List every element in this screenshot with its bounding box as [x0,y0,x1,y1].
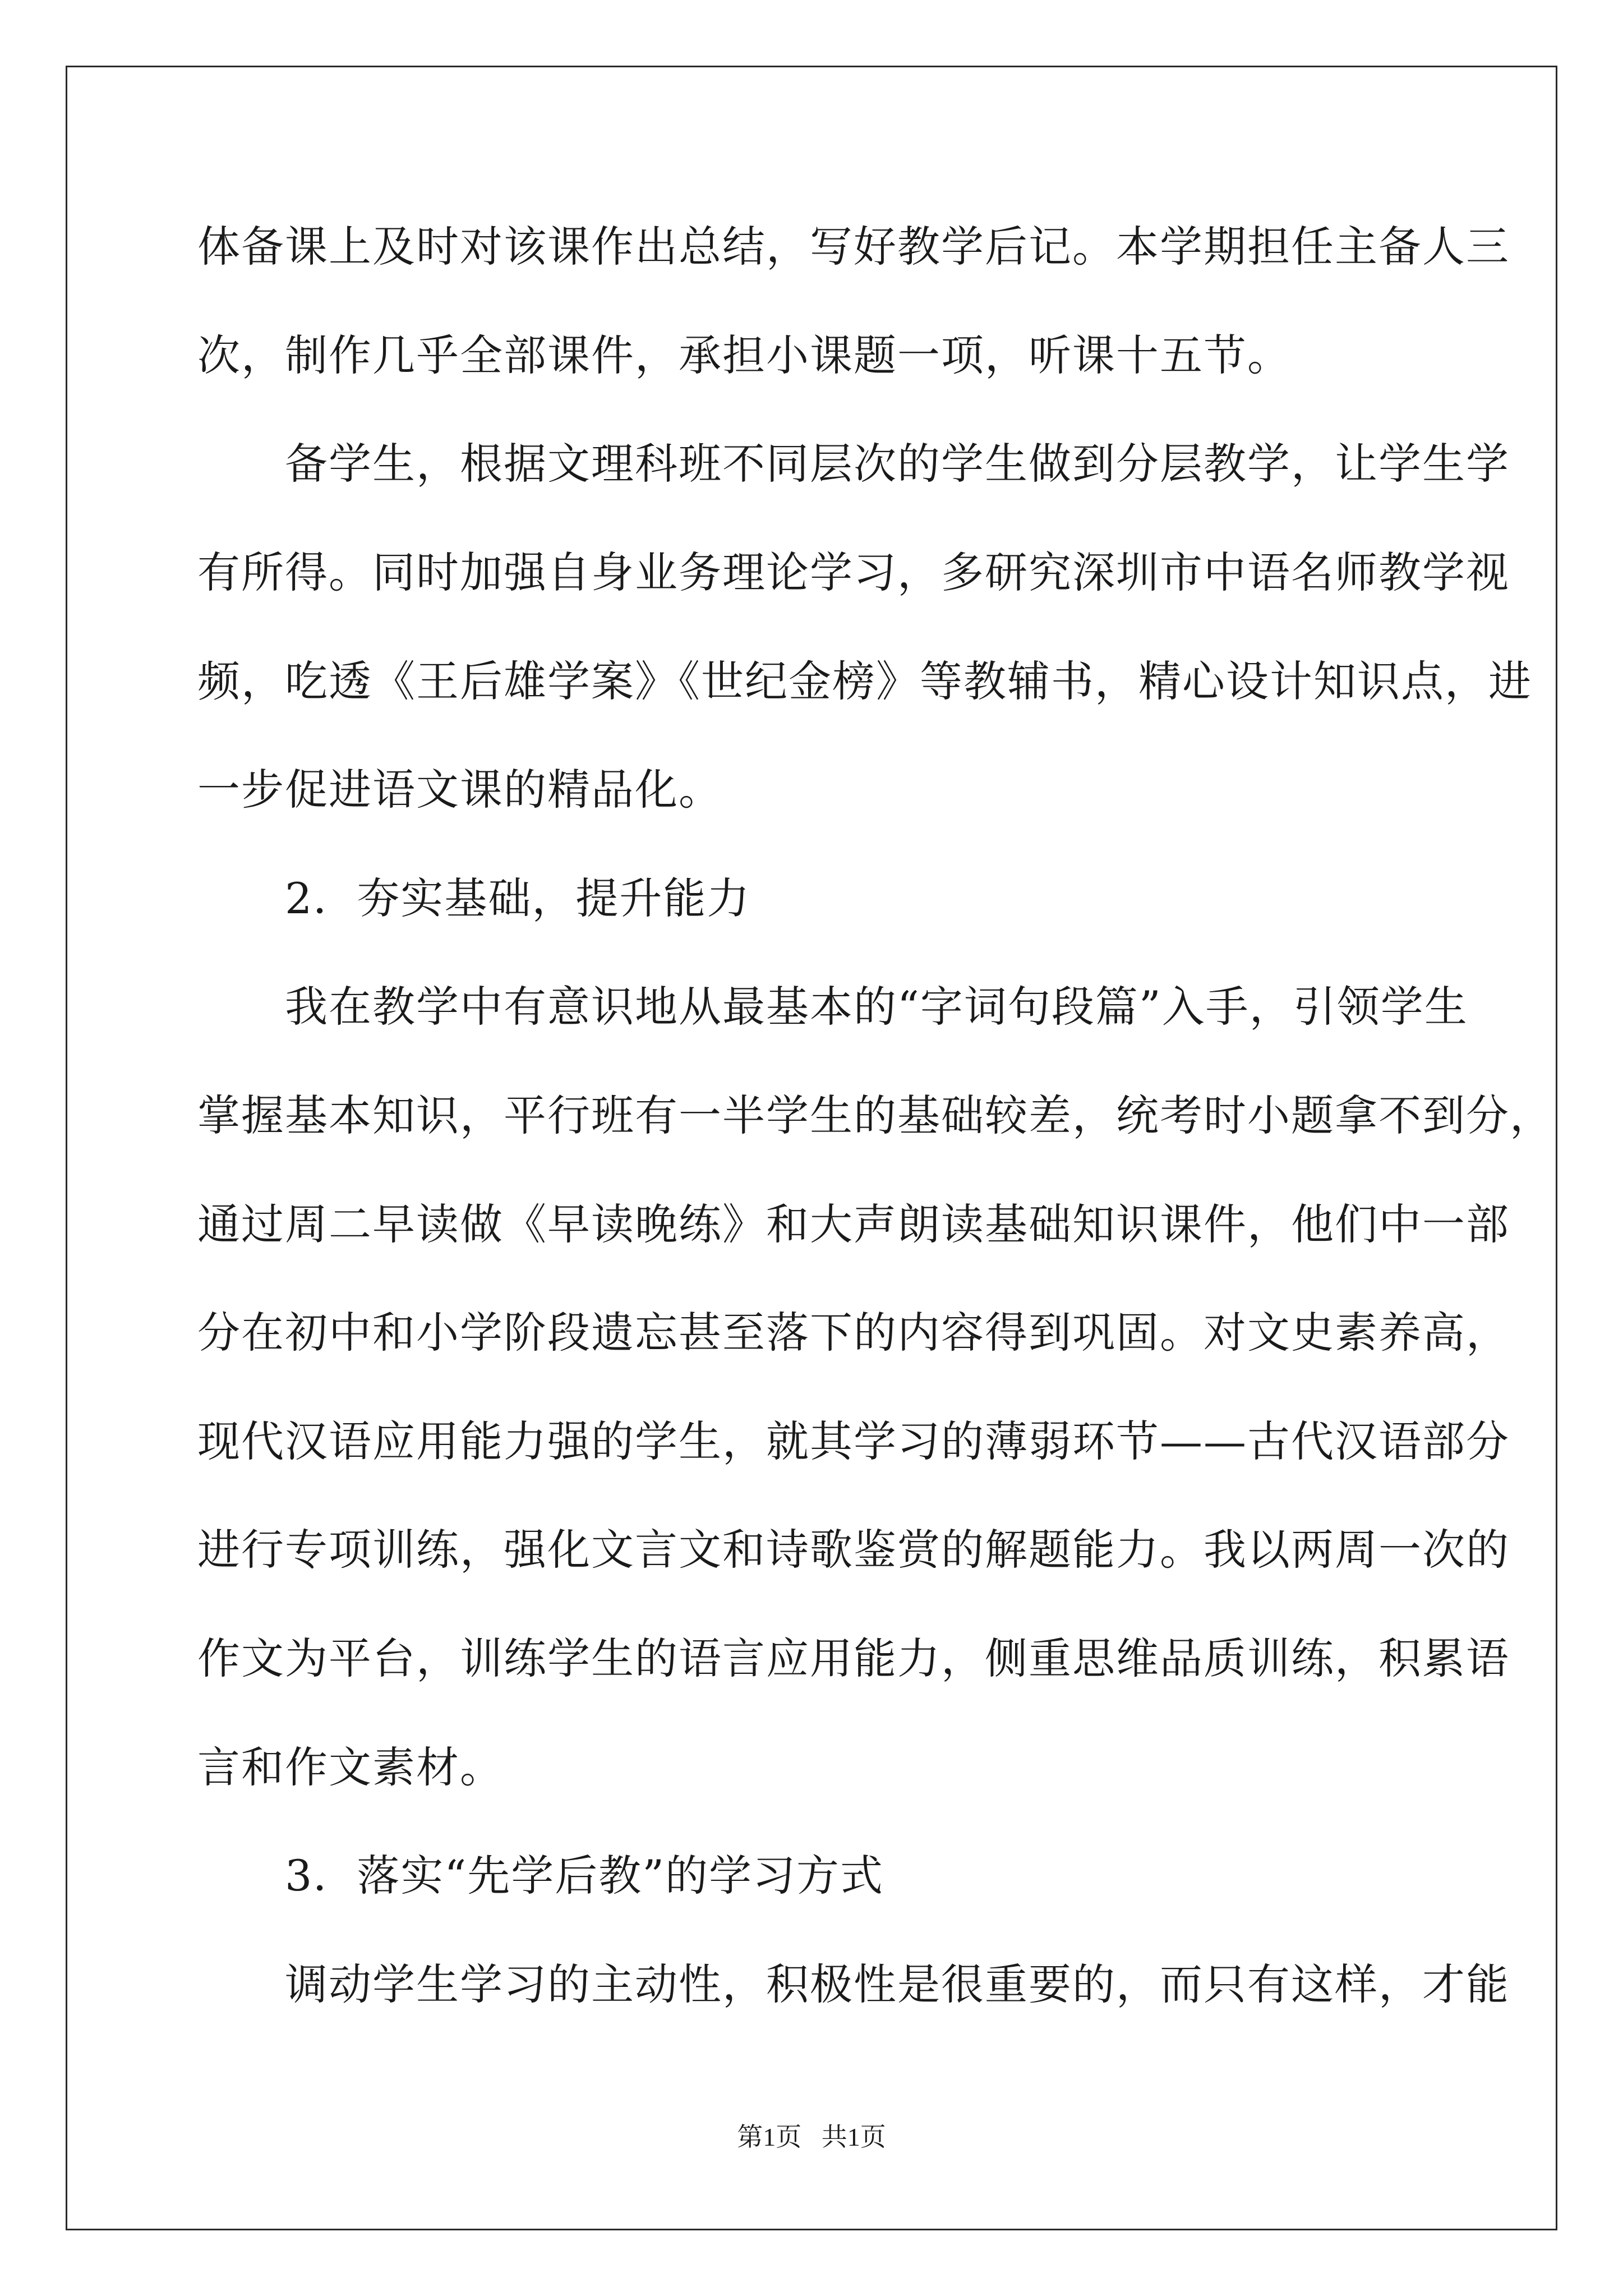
body-line-6: 一步促进语文课的精品化。 [197,765,722,815]
page-footer [0,2120,1623,2154]
page-number-total: 共1页 [821,2123,886,2151]
body-line-5: 频，吃透《王后雄学案》《世纪金榜》等教辅书，精心设计知识点，进 [197,656,1532,706]
body-line-11: 现代汉语应用能力强的学生，就其学习的薄弱环节——古代汉语部分 [197,1416,1510,1466]
body-line-3: 备学生，根据文理科班不同层次的学生做到分层教学，让学生学 [197,439,1510,489]
body-line-14: 言和作文素材。 [197,1742,504,1792]
body-line-15: 调动学生学习的主动性，积极性是很重要的，而只有这样，才能 [197,1959,1510,2009]
page-border [66,66,1557,2230]
body-line-2: 次，制作几乎全部课件，承担小课题一项，听课十五节。 [197,330,1291,380]
body-line-12: 进行专项训练，强化文言文和诗歌鉴赏的解题能力。我以两周一次的 [197,1525,1510,1575]
section-heading-2: 2．夯实基础，提升能力 [197,873,751,923]
body-line-8: 掌握基本知识，平行班有一半学生的基础较差，统考时小题拿不到分， [197,1091,1553,1140]
body-line-10: 分在初中和小学阶段遗忘甚至落下的内容得到巩固。对文史素养高， [197,1308,1510,1358]
body-line-13: 作文为平台，训练学生的语言应用能力，侧重思维品质训练，积累语 [197,1634,1510,1683]
body-line-4: 有所得。同时加强自身业务理论学习，多研究深圳市中语名师教学视 [197,547,1510,597]
page-number-current: 第1页 [737,2123,802,2151]
body-line-9: 通过周二早读做《早读晚练》和大声朗读基础知识课件，他们中一部 [197,1199,1510,1249]
body-line-7: 我在教学中有意识地从最基本的“字词句段篇”入手，引领学生 [197,982,1468,1032]
body-line-1: 体备课上及时对该课作出总结，写好教学后记。本学期担任主备人三 [197,222,1510,272]
section-heading-3: 3．落实“先学后教”的学习方式 [197,1851,884,1901]
